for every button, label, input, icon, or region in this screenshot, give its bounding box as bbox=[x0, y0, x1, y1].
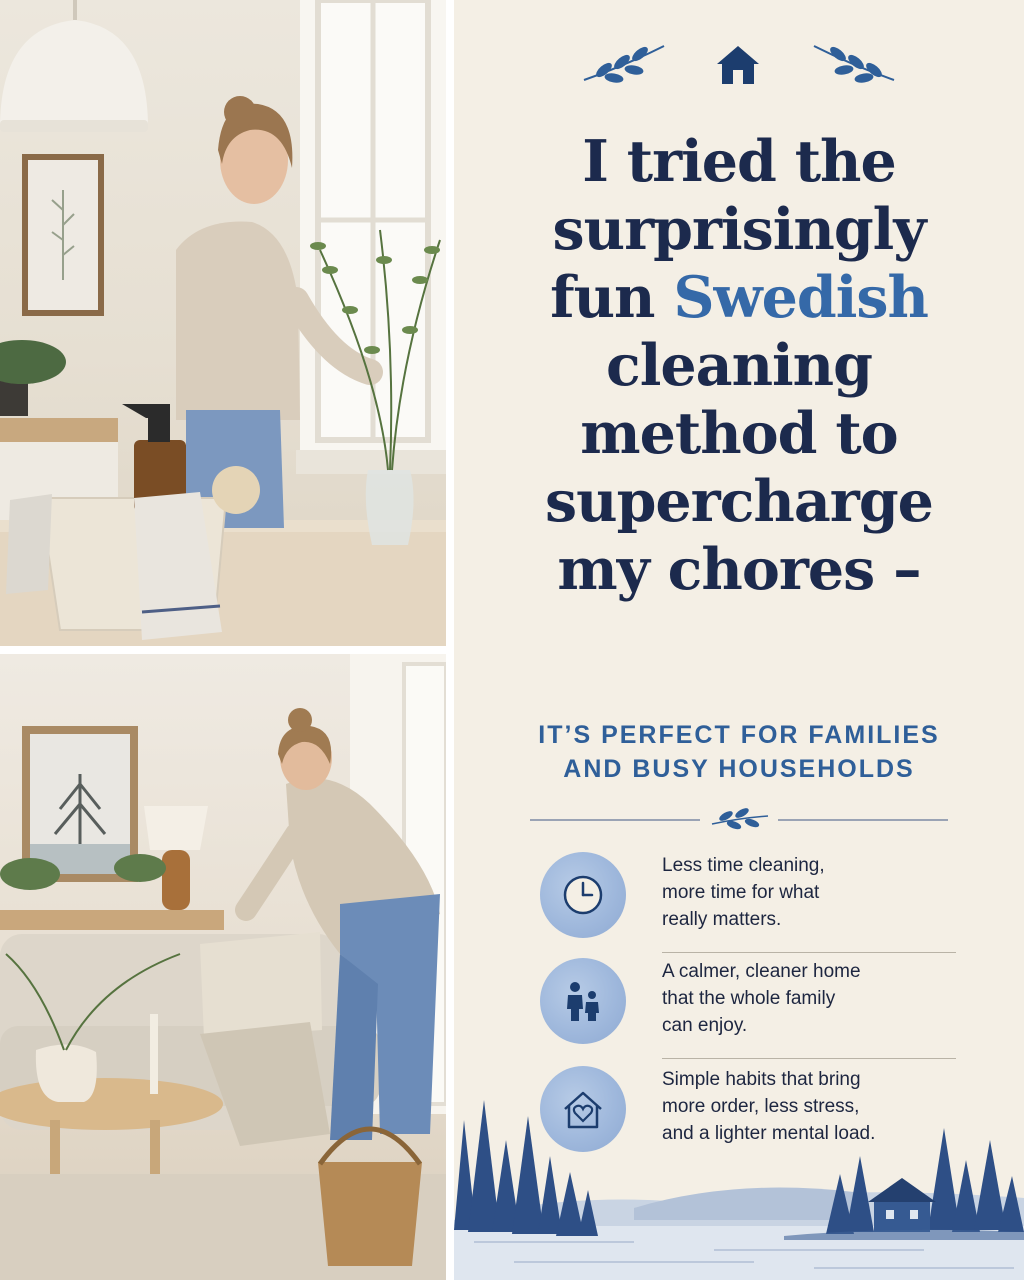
headline-line: supercharge bbox=[545, 468, 933, 535]
benefit-separator bbox=[662, 952, 956, 953]
living-room-scene-illustration bbox=[0, 654, 446, 1280]
benefit-line: Less time cleaning, bbox=[662, 855, 825, 876]
benefit-line: and a lighter mental load. bbox=[662, 1123, 876, 1144]
photo-living-room-tidying bbox=[0, 654, 446, 1280]
benefit-line: A calmer, cleaner home bbox=[662, 961, 861, 982]
text-panel bbox=[454, 0, 1024, 1280]
headline-line: my chores – bbox=[557, 536, 921, 603]
headline bbox=[474, 128, 1004, 604]
clock-icon bbox=[540, 852, 626, 938]
subheadline bbox=[474, 718, 1004, 786]
sprig-divider bbox=[530, 808, 948, 832]
small-leaf-sprig-icon bbox=[712, 808, 768, 830]
right-leaf-sprig-icon bbox=[814, 45, 894, 83]
left-pine-trees bbox=[454, 1100, 598, 1236]
subheadline-line: IT’S PERFECT FOR FAMILIES bbox=[538, 721, 940, 749]
photo-kitchen-cleaning bbox=[0, 0, 446, 646]
benefit-line: really matters. bbox=[662, 909, 782, 930]
benefit-line: Simple habits that bring bbox=[662, 1069, 861, 1090]
benefit-line: more order, less stress, bbox=[662, 1096, 860, 1117]
left-leaf-sprig-icon bbox=[584, 45, 664, 83]
benefit-separator bbox=[662, 1058, 956, 1059]
benefit-item bbox=[540, 958, 960, 1058]
benefit-item bbox=[540, 852, 960, 952]
headline-line: I tried the bbox=[582, 128, 896, 195]
header-ornament bbox=[454, 40, 1024, 90]
headline-line: method to bbox=[580, 400, 898, 467]
benefit-line: can enjoy. bbox=[662, 1015, 748, 1036]
subheadline-line: AND BUSY HOUSEHOLDS bbox=[563, 755, 915, 783]
kitchen-scene-illustration bbox=[0, 0, 446, 646]
forest-lake-landscape bbox=[454, 1080, 1024, 1280]
benefit-text bbox=[662, 958, 952, 1039]
lakeside-cabin bbox=[868, 1178, 936, 1232]
headline-line: cleaning bbox=[606, 332, 872, 399]
photo-panel-gutter bbox=[446, 0, 454, 1280]
benefit-text bbox=[662, 852, 952, 933]
headline-accent-word: Swedish bbox=[673, 264, 928, 331]
benefit-line: that the whole family bbox=[662, 988, 836, 1009]
headline-line: fun bbox=[550, 264, 674, 331]
family-icon bbox=[540, 958, 626, 1044]
house-icon bbox=[717, 46, 759, 84]
headline-line: surprisingly bbox=[552, 196, 926, 263]
benefit-line: more time for what bbox=[662, 882, 820, 903]
